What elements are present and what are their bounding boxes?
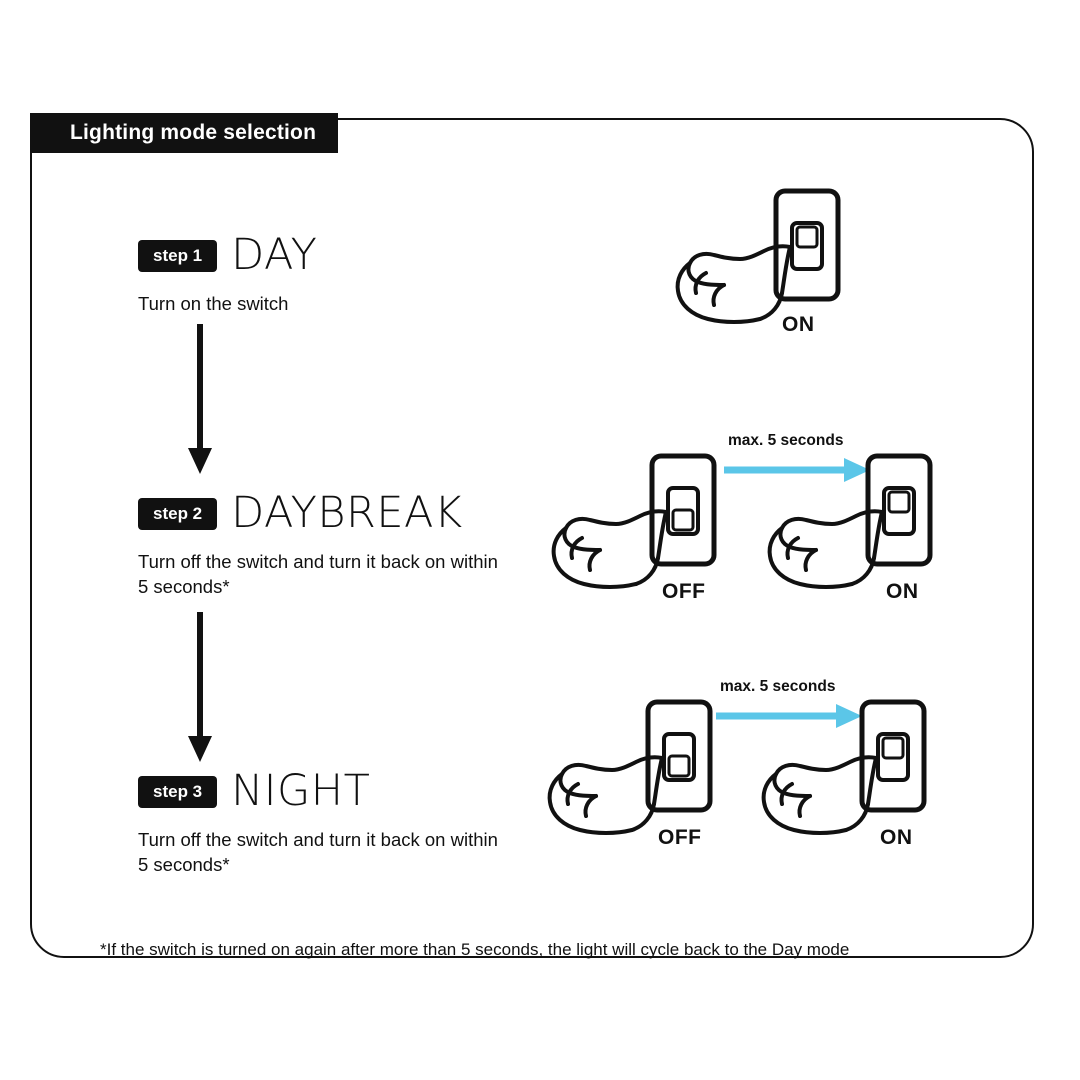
timing-label-daybreak: max. 5 seconds bbox=[728, 432, 844, 449]
scene-night bbox=[532, 678, 952, 868]
step-block-2 bbox=[138, 488, 508, 599]
state-label-day-on: ON bbox=[782, 313, 815, 336]
step-description-3: Turn off the switch and turn it back on within 5 seconds* bbox=[138, 829, 498, 875]
arrow-down-icon-2 bbox=[188, 612, 212, 762]
step-description-2: Turn off the switch and turn it back on within 5 seconds* bbox=[138, 551, 498, 597]
step-block-1 bbox=[138, 230, 318, 316]
state-label-night-off: OFF bbox=[658, 826, 702, 849]
step-header-3 bbox=[138, 766, 508, 816]
step-mode-1: DAY bbox=[231, 230, 318, 280]
step-description-1: Turn on the switch bbox=[138, 293, 289, 314]
wall-switch-icon-night-on[interactable] bbox=[746, 696, 946, 861]
step-header-2 bbox=[138, 488, 508, 538]
state-label-daybreak-on: ON bbox=[886, 580, 919, 603]
wall-switch-icon-daybreak-off[interactable] bbox=[536, 450, 736, 615]
step-badge-2: step 2 bbox=[138, 498, 217, 530]
wall-switch-icon-daybreak-on[interactable] bbox=[752, 450, 952, 615]
step-block-3 bbox=[138, 766, 508, 877]
step-header-1 bbox=[138, 230, 318, 280]
arrow-down-icon-1 bbox=[188, 324, 212, 474]
state-label-night-on: ON bbox=[880, 826, 913, 849]
step-badge-3: step 3 bbox=[138, 776, 217, 808]
state-label-daybreak-off: OFF bbox=[662, 580, 706, 603]
wall-switch-icon-night-off[interactable] bbox=[532, 696, 732, 861]
step-badge-1: step 1 bbox=[138, 240, 217, 272]
step-mode-3: NIGHT bbox=[231, 766, 371, 816]
page-title: Lighting mode selection bbox=[30, 113, 338, 153]
footnote: *If the switch is turned on again after more than 5 seconds, the light will cycle back to the Day mode bbox=[100, 940, 850, 959]
scene-day bbox=[660, 185, 920, 365]
wall-switch-icon-day-on[interactable] bbox=[660, 185, 860, 350]
step-mode-2: DAYBREAK bbox=[231, 488, 463, 538]
timing-label-night: max. 5 seconds bbox=[720, 678, 836, 695]
scene-daybreak bbox=[536, 432, 956, 622]
